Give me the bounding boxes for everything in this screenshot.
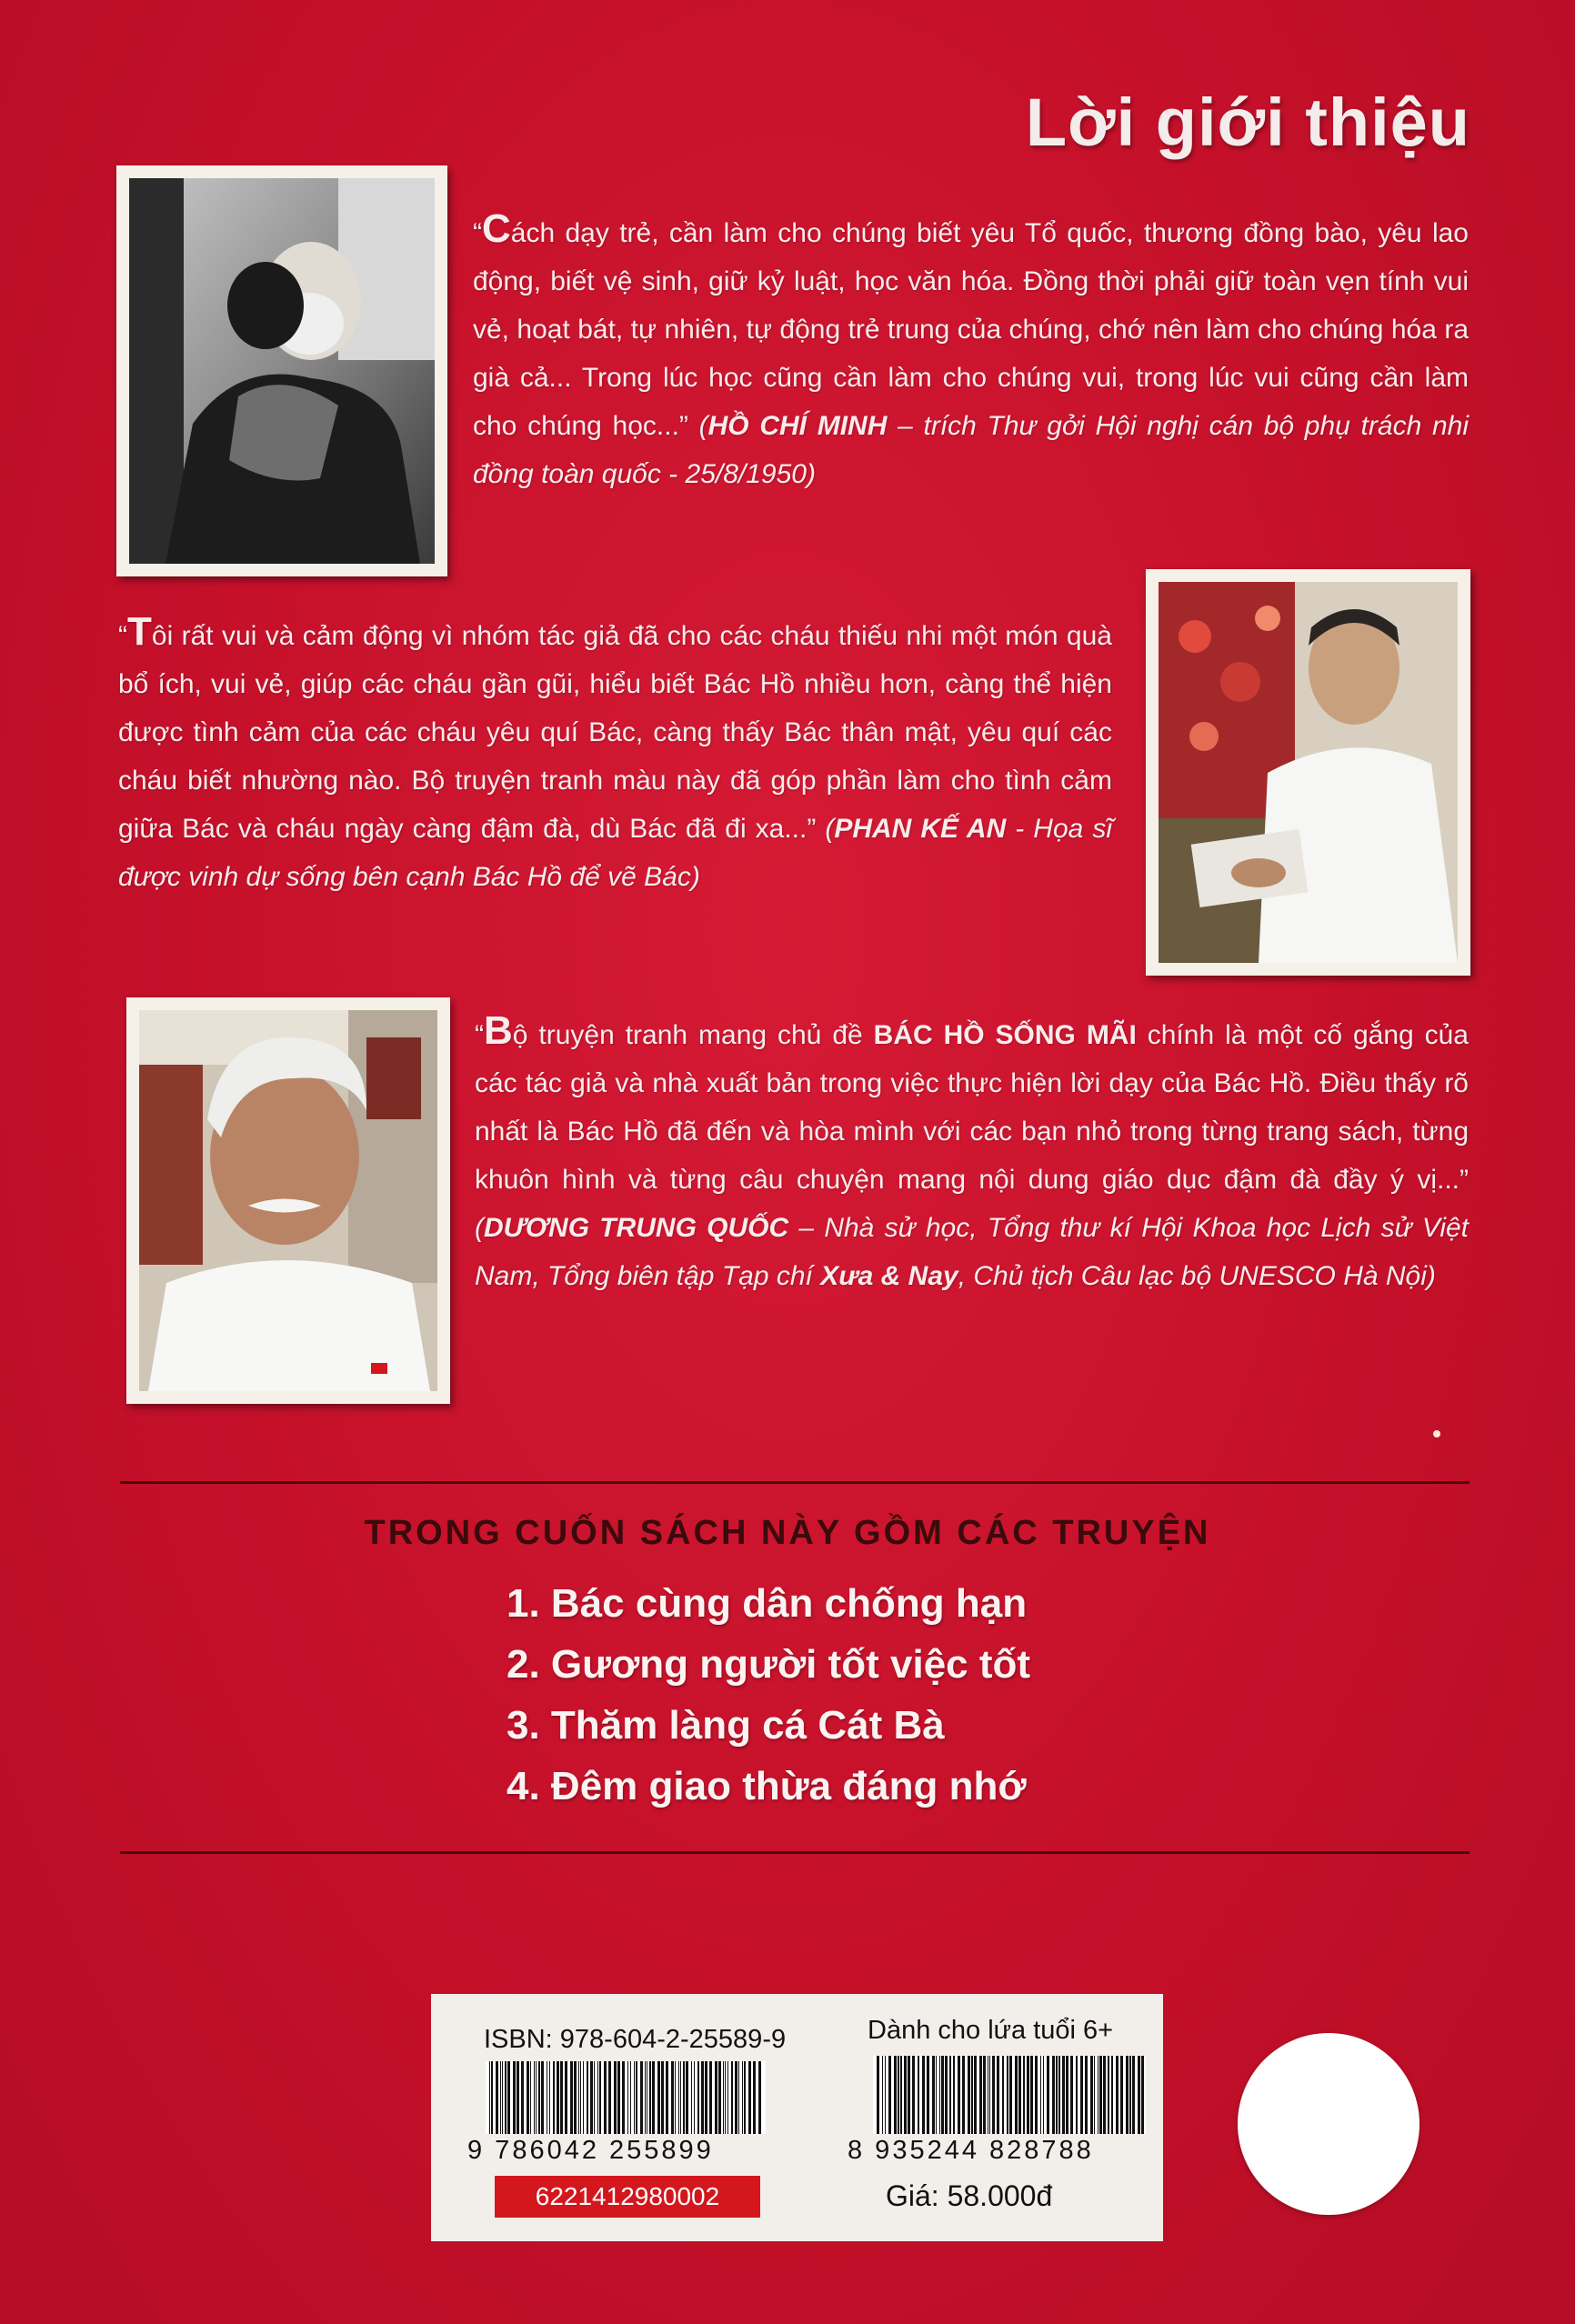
barcode-bar	[983, 2056, 986, 2134]
barcode-bar	[517, 2061, 519, 2134]
barcode-bar	[715, 2061, 717, 2134]
quote-ho-chi-minh-text: ách dạy trẻ, cần làm cho chúng biết yêu Tổ quốc, thương đồng bào, yêu lao động, biết vệ sinh, giữ kỷ luật, học văn hóa. Đồng thời phải giữ toàn vẹn tính vui vẻ, hoạt bát, tự nhiên, tự động trẻ trung của chúng, chớ nên làm cho chúng hóa ra già cả... Trong lúc học cũng cần làm cho chúng vui, trong lúc vui cũng cần làm cho chúng học...”	[473, 218, 1469, 441]
barcode-bar	[578, 2061, 579, 2134]
barcode-bar	[705, 2061, 707, 2134]
price-sticker	[1238, 2033, 1420, 2215]
barcode-bar	[1103, 2056, 1106, 2134]
barcode-bar	[748, 2061, 751, 2134]
barcode-bar	[630, 2061, 631, 2134]
photo-duong-trung-quoc-image	[139, 1010, 437, 1391]
barcode-bar	[904, 2056, 907, 2134]
barcode-bar	[927, 2056, 929, 2134]
isbn-label: ISBN: 978-604-2-25589-9	[484, 2025, 787, 2054]
barcode-bar	[570, 2061, 573, 2134]
barcode-bar	[496, 2061, 498, 2134]
quote-ho-chi-minh-source: – trích Thư gởi Hội nghị cán bộ phụ trách nhi đồng toàn quốc - 25/8/1950)	[473, 411, 1469, 489]
barcode-bar	[1099, 2056, 1102, 2134]
internal-code: 6221412980002	[495, 2176, 760, 2218]
barcode-bar	[945, 2056, 948, 2134]
ean-digits: 8 935244 828788	[848, 2136, 1094, 2165]
barcode-bar	[587, 2061, 588, 2134]
ean-barcode-graphic	[873, 2056, 1146, 2134]
barcode-bar	[617, 2061, 620, 2134]
barcode-bar	[898, 2056, 899, 2134]
barcode-bar	[675, 2061, 676, 2134]
quote-ho-chi-minh: “Cách dạy trẻ, cần làm cho chúng biết yêu Tổ quốc, thương đồng bào, yêu lao động, biết vệ sinh, giữ kỷ luật, học văn hóa. Đồng thời phải giữ toàn vẹn tính vui vẻ, hoạt bát, tự nhiên, tự động trẻ trung của chúng, chớ nên làm cho chúng hóa ra già cả... Trong lúc học cũng cần làm cho chúng vui, trong lúc vui cũng cần làm cho chúng học...” (HỒ CHÍ MINH – trích Thư gởi Hội nghị cán bộ phụ trách nhi đồng toàn quốc - 25/8/1950)	[473, 206, 1469, 489]
barcode-bar	[1040, 2056, 1041, 2134]
story-item-1: 1. Bác cùng dân chống hạn	[507, 1581, 1028, 1626]
barcode-bar	[604, 2061, 607, 2134]
barcode-bar	[974, 2056, 977, 2134]
barcode-bar	[536, 2061, 537, 2134]
barcode-bar	[912, 2056, 915, 2134]
quote-duong-trung-quoc-text-a: ộ truyện tranh mang chủ đề	[512, 1020, 874, 1050]
quote-ho-chi-minh-initial: C	[482, 206, 511, 251]
barcode-bar	[979, 2056, 982, 2134]
barcode-bar	[489, 2061, 490, 2134]
barcode-bar	[1094, 2056, 1095, 2134]
stories-heading: TRONG CUỐN SÁCH NÀY GỒM CÁC TRUYỆN	[364, 1514, 1211, 1552]
quote-duong-trung-quoc-text-b: chính là một cố gắng của các tác giả và nhà xuất bản trong việc thực hiện lời dạy của Bác Hồ. Điều thấy rõ nhất là Bác Hồ đã đến và hòa mình với các bạn nhỏ trong từng trang sách, từng khuôn hình và từng câu chuyện mang nội dung giáo dục đậm đà đầy ý vị...”	[475, 1020, 1469, 1195]
quote-duong-trung-quoc-initial: B	[484, 1008, 513, 1053]
barcode-bar	[697, 2061, 699, 2134]
barcode-bar	[992, 2056, 995, 2134]
divider-bottom	[120, 1851, 1470, 1854]
price: Giá: 58.000đ	[886, 2179, 1053, 2212]
isbn-barcode-graphic	[486, 2061, 766, 2134]
barcode-bar	[594, 2061, 595, 2134]
barcode-bar	[1108, 2056, 1109, 2134]
barcode-bar	[590, 2061, 593, 2134]
barcode-bar	[666, 2061, 668, 2134]
barcode-bar	[877, 2056, 879, 2134]
barcode-bar	[723, 2061, 724, 2134]
quote-ho-chi-minh-author: HỒ CHÍ MINH	[707, 411, 888, 441]
barcode-bar	[1132, 2056, 1135, 2134]
quote-duong-trung-quoc: “Bộ truyện tranh mang chủ đề BÁC HỒ SỐNG MÃI chính là một cố gắng của các tác giả và nhà xuất bản trong việc thực hiện lời dạy của Bác Hồ. Điều thấy rõ nhất là Bác Hồ đã đến và hòa mình với các bạn nhỏ trong từng trang sách, từng khuôn hình và từng câu chuyện mang nội dung giáo dục đậm đà đầy ý vị...” (DƯƠNG TRUNG QUỐC – Nhà sử học, Tổng thư kí Hội Khoa học Lịch sử Việt Nam, Tổng biên tập Tạp chí Xưa & Nay, Chủ tịch Câu lạc bộ UNESCO Hà Nội)	[475, 1008, 1470, 1291]
stories-list	[507, 1573, 1030, 1817]
barcode-bar	[636, 2061, 637, 2134]
quote-duong-trung-quoc-author: DƯƠNG TRUNG QUỐC	[484, 1213, 789, 1243]
barcode-bar	[1035, 2056, 1038, 2134]
barcode-bar	[500, 2061, 501, 2134]
barcode-bar	[1076, 2056, 1078, 2134]
barcode-bar	[534, 2061, 535, 2134]
barcode-bar	[941, 2056, 944, 2134]
quote-duong-trung-quoc-source-b: , Chủ tịch Câu lạc bộ UNESCO Hà Nội)	[958, 1261, 1436, 1291]
barcode-bar	[1009, 2056, 1012, 2134]
barcode-bar	[744, 2061, 746, 2134]
barcode-bar	[1058, 2056, 1060, 2134]
barcode-bar	[971, 2056, 973, 2134]
barcode-bar	[709, 2061, 712, 2134]
quote-phan-ke-an-source: - Họa sĩ được vinh dự sống bên cạnh Bác Hồ để vẽ Bác)	[118, 814, 1112, 892]
ean-barcode	[873, 2056, 1146, 2134]
barcode-bar	[627, 2061, 628, 2134]
barcode-bar	[549, 2061, 550, 2134]
barcode-bar	[691, 2061, 692, 2134]
barcode-bar	[908, 2056, 910, 2134]
story-item-3: 3. Thăm làng cá Cát Bà	[507, 1703, 945, 1748]
barcode-bar	[491, 2061, 493, 2134]
barcode-bar	[1111, 2056, 1113, 2134]
barcode-bar	[882, 2056, 883, 2134]
barcode-bar	[507, 2061, 510, 2134]
barcode-bar	[608, 2061, 611, 2134]
barcode-bar	[922, 2056, 925, 2134]
barcode-bar	[661, 2061, 664, 2134]
magazine-name: Xưa & Nay	[820, 1261, 958, 1291]
age-label: Dành cho lứa tuổi 6+	[868, 2016, 1114, 2045]
photo-phan-ke-an	[1146, 569, 1470, 976]
barcode-bar	[1015, 2056, 1018, 2134]
barcode-bar	[1126, 2056, 1129, 2134]
barcode-bar	[1023, 2056, 1025, 2134]
barcode-bar	[580, 2061, 581, 2134]
barcode-bar	[530, 2061, 531, 2134]
barcode-bar	[541, 2061, 544, 2134]
barcode-bar	[1066, 2056, 1068, 2134]
isbn-digits: 9 786042 255899	[467, 2136, 714, 2165]
barcode-bar	[553, 2061, 555, 2134]
barcode-bar	[557, 2061, 559, 2134]
barcode-bar	[599, 2061, 601, 2134]
barcode-bar	[622, 2061, 625, 2134]
barcode-bar	[683, 2061, 685, 2134]
barcode-bar	[1027, 2056, 1029, 2134]
barcode-bar	[1141, 2056, 1144, 2134]
barcode-bar	[634, 2061, 635, 2134]
barcode-bar	[742, 2061, 743, 2134]
barcode-bar	[1138, 2056, 1140, 2134]
barcode-bar	[997, 2056, 999, 2134]
photo-phan-ke-an-image	[1159, 582, 1458, 963]
barcode-bar	[565, 2061, 567, 2134]
barcode-bar	[1002, 2056, 1004, 2134]
barcode-bar	[583, 2061, 584, 2134]
barcode-bar	[649, 2061, 651, 2134]
barcode-bar	[949, 2056, 951, 2134]
series-name: BÁC HỒ SỐNG MÃI	[873, 1020, 1137, 1050]
barcode-bar	[505, 2061, 507, 2134]
barcode-bar	[989, 2056, 990, 2134]
barcode-bar	[1056, 2056, 1058, 2134]
barcode-bar	[932, 2056, 935, 2134]
barcode-bar	[918, 2056, 919, 2134]
barcode-bar	[1085, 2056, 1088, 2134]
quote-phan-ke-an: “Tôi rất vui và cảm động vì nhóm tác giả đã cho các cháu thiếu nhi một món quà bổ ích, vui vẻ, giúp các cháu gần gũi, hiểu biết Bác Hồ nhiều hơn, càng thể hiện được tình cảm của các cháu yêu quí Bác, càng thấy Bác thân mật, yêu quí các cháu biết nhường nào. Bộ truyện tranh màu này đã góp phần làm cho tình cảm giữa Bác và cháu ngày càng đậm đà, dù Bác đã đi xa...” (PHAN KẾ AN - Họa sĩ được vinh dự sống bên cạnh Bác Hồ để vẽ Bác)	[118, 609, 1112, 892]
story-item-2: 2. Gương người tốt việc tốt	[507, 1642, 1031, 1687]
barcode-bar	[894, 2056, 897, 2134]
barcode-bar	[574, 2061, 577, 2134]
barcode-bar	[727, 2061, 728, 2134]
barcode-bar	[1129, 2056, 1131, 2134]
barcode-bar	[1043, 2056, 1044, 2134]
barcode-bar	[735, 2061, 737, 2134]
barcode-bar	[502, 2061, 503, 2134]
barcode-bar	[885, 2056, 886, 2134]
barcode-bar	[1120, 2056, 1123, 2134]
barcode-bar	[962, 2056, 965, 2134]
barcode-bar	[652, 2061, 655, 2134]
barcode-bar	[645, 2061, 646, 2134]
barcode-bar	[753, 2061, 756, 2134]
barcode-bar	[694, 2061, 695, 2134]
barcode-bar	[686, 2061, 688, 2134]
barcode-bar	[731, 2061, 733, 2134]
barcode-bar	[888, 2056, 891, 2134]
barcode-bar	[701, 2061, 704, 2134]
sparkle-decoration	[1433, 1430, 1440, 1437]
barcode-bar	[1007, 2056, 1008, 2134]
barcode-bar	[1047, 2056, 1049, 2134]
barcode-bar	[671, 2061, 674, 2134]
barcode-bar	[680, 2061, 681, 2134]
barcode-bar	[521, 2061, 524, 2134]
barcode-bar	[1052, 2056, 1055, 2134]
barcode-bar	[513, 2061, 516, 2134]
quote-duong-trung-quoc-source-a: – Nhà sử học, Tổng thư kí Hội Khoa học Lịch sử Việt Nam, Tổng biên tập Tạp chí	[475, 1213, 1470, 1291]
barcode-bar	[718, 2061, 721, 2134]
barcode-bar	[560, 2061, 563, 2134]
barcode-bar	[738, 2061, 739, 2134]
isbn-barcode	[486, 2061, 766, 2134]
barcode-bar	[1030, 2056, 1033, 2134]
quote-phan-ke-an-author: PHAN KẾ AN	[834, 814, 1007, 844]
barcode-bar	[678, 2061, 679, 2134]
barcode-bar	[1062, 2056, 1065, 2134]
barcode-bar	[1080, 2056, 1083, 2134]
page-title: Lời giới thiệu	[1025, 85, 1470, 160]
barcode-panel	[431, 1994, 1163, 2241]
barcode-bar	[538, 2061, 540, 2134]
barcode-bar	[1018, 2056, 1021, 2134]
barcode-bar	[939, 2056, 940, 2134]
barcode-bar	[657, 2061, 660, 2134]
barcode-bar	[1070, 2056, 1073, 2134]
barcode-bar	[936, 2056, 937, 2134]
barcode-bar	[1090, 2056, 1093, 2134]
barcode-bar	[958, 2056, 960, 2134]
photo-duong-trung-quoc	[126, 997, 450, 1404]
barcode-bar	[1116, 2056, 1119, 2134]
divider-top	[120, 1481, 1470, 1484]
barcode-bar	[953, 2056, 955, 2134]
photo-ho-chi-minh	[116, 165, 447, 576]
story-item-4: 4. Đêm giao thừa đáng nhớ	[507, 1764, 1027, 1808]
barcode-bar	[614, 2061, 617, 2134]
barcode-bar	[758, 2061, 761, 2134]
barcode-bar	[640, 2061, 643, 2134]
barcode-bar	[527, 2061, 529, 2134]
barcode-bar	[597, 2061, 598, 2134]
quote-phan-ke-an-text: ôi rất vui và cảm động vì nhóm tác giả đã cho các cháu thiếu nhi một món quà bổ ích, vui vẻ, giúp các cháu gần gũi, hiểu biết Bác Hồ nhiều hơn, càng thể hiện được tình cảm của các cháu yêu quí Bác, càng thấy Bác thân mật, yêu quí các cháu biết nhường nào. Bộ truyện tranh màu này đã góp phần làm cho tình cảm giữa Bác và cháu ngày càng đậm đà, dù Bác đã đi xa...”	[118, 621, 1112, 844]
barcode-bar	[725, 2061, 726, 2134]
barcode-bar	[968, 2056, 970, 2134]
barcode-bar	[900, 2056, 902, 2134]
photo-ho-chi-minh-image	[129, 178, 435, 564]
quote-phan-ke-an-initial: T	[127, 609, 152, 654]
